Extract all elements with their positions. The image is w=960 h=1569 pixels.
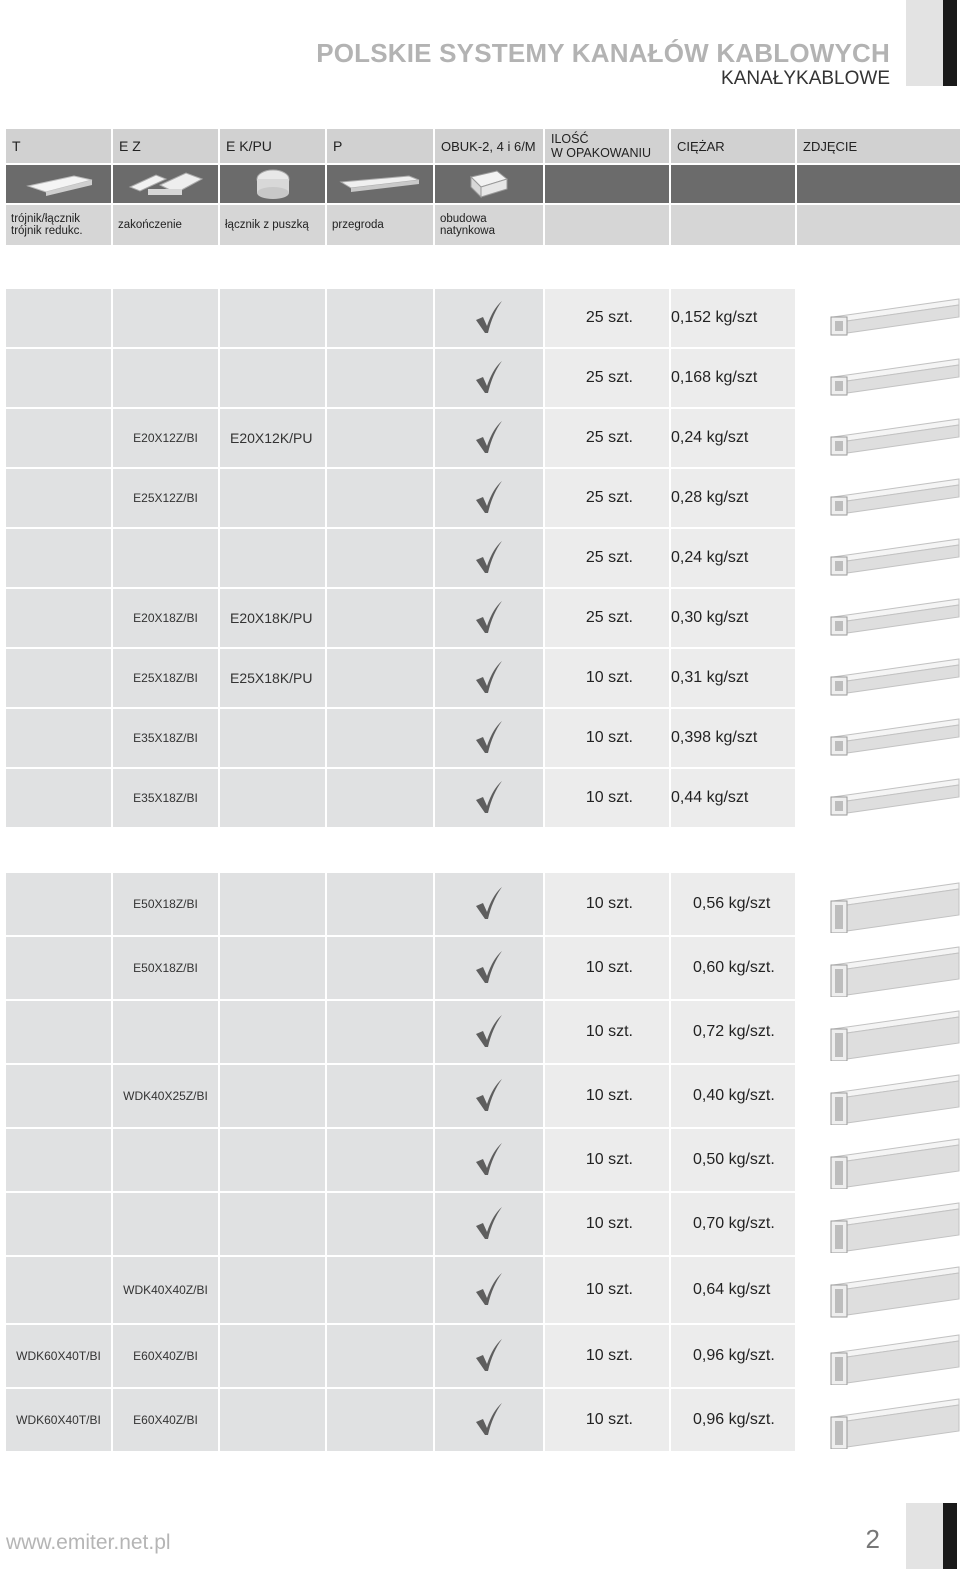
cell-photo <box>797 1065 960 1127</box>
cable-duct-image <box>811 1195 960 1253</box>
checkmark-icon <box>474 600 504 637</box>
cell-connector-code <box>220 1193 325 1255</box>
cell-quantity: 10 szt. <box>545 1325 669 1387</box>
cell-tee-code <box>6 1257 111 1323</box>
cell-end-cap-code: E60X40Z/BI <box>113 1325 218 1387</box>
cell-photo <box>797 589 960 647</box>
cell-end-cap-code <box>113 349 218 407</box>
cell-end-cap-code <box>113 529 218 587</box>
cell-tee-code <box>6 349 111 407</box>
cell-quantity: 10 szt. <box>545 1193 669 1255</box>
cell-end-cap-code <box>113 1193 218 1255</box>
cell-partition <box>327 937 433 999</box>
cable-duct-image <box>811 471 960 525</box>
cell-weight: 0,28 kg/szt <box>671 469 795 527</box>
cell-tee-code <box>6 709 111 767</box>
junction-box-connector-image <box>220 165 325 203</box>
desc-ez: zakończenie <box>113 205 218 245</box>
cell-partition <box>327 589 433 647</box>
checkmark-icon <box>474 660 504 697</box>
cell-weight: 0,70 kg/szt. <box>671 1193 795 1255</box>
top-corner-block <box>906 0 944 86</box>
cell-weight: 0,96 kg/szt. <box>671 1389 795 1451</box>
cable-duct-image <box>811 1391 960 1449</box>
cell-partition <box>327 1001 433 1063</box>
checkmark-icon <box>474 1014 504 1051</box>
cell-connector-code <box>220 873 325 935</box>
checkmark-icon <box>474 1078 504 1115</box>
table-row <box>6 1193 955 1255</box>
cell-obuk <box>435 1325 543 1387</box>
bottom-corner-block <box>906 1503 944 1569</box>
cell-quantity: 10 szt. <box>545 937 669 999</box>
cell-weight: 0,60 kg/szt. <box>671 937 795 999</box>
table-row <box>6 769 955 827</box>
desc-p: przegroda <box>327 205 433 245</box>
partition-image <box>327 165 433 203</box>
cell-weight: 0,31 kg/szt <box>671 649 795 707</box>
cell-tee-code <box>6 649 111 707</box>
cell-tee-code <box>6 937 111 999</box>
cable-duct-image <box>811 351 960 405</box>
checkmark-icon <box>474 360 504 397</box>
page-title: POLSKIE SYSTEMY KANAŁÓW KABLOWYCH <box>316 38 890 68</box>
cell-weight: 0,168 kg/szt <box>671 349 795 407</box>
cell-end-cap-code: E20X18Z/BI <box>113 589 218 647</box>
cell-weight: 0,72 kg/szt. <box>671 1001 795 1063</box>
checkmark-icon <box>474 1338 504 1375</box>
page-subtitle: KANAŁYKABLOWE <box>721 68 890 89</box>
col-header-t: T <box>6 129 111 163</box>
cell-quantity: 10 szt. <box>545 709 669 767</box>
cable-duct-image <box>811 411 960 465</box>
cell-obuk <box>435 769 543 827</box>
cable-duct-image <box>811 1327 960 1385</box>
cell-partition <box>327 649 433 707</box>
cell-quantity: 10 szt. <box>545 1129 669 1191</box>
cell-quantity: 25 szt. <box>545 289 669 347</box>
cell-obuk <box>435 529 543 587</box>
cable-duct-image <box>811 771 960 825</box>
table-header <box>6 129 955 245</box>
product-table-group-1 <box>6 289 955 829</box>
table-row <box>6 349 955 407</box>
checkmark-icon <box>474 720 504 757</box>
cell-connector-code <box>220 1325 325 1387</box>
cell-tee-code: WDK60X40T/BI <box>6 1325 111 1387</box>
cell-obuk <box>435 409 543 467</box>
desc-ek: łącznik z puszką <box>220 205 325 245</box>
cable-duct-image <box>811 939 960 997</box>
cell-connector-code <box>220 769 325 827</box>
cable-duct-image <box>811 651 960 705</box>
checkmark-icon <box>474 1142 504 1179</box>
cell-obuk <box>435 1193 543 1255</box>
table-row <box>6 649 955 707</box>
table-row <box>6 1389 955 1451</box>
cell-weight: 0,24 kg/szt <box>671 409 795 467</box>
table-row <box>6 1325 955 1387</box>
cell-partition <box>327 1257 433 1323</box>
checkmark-icon <box>474 1206 504 1243</box>
cell-tee-code <box>6 1001 111 1063</box>
surface-box-image <box>435 165 543 203</box>
desc-t <box>6 205 111 245</box>
cell-tee-code <box>6 529 111 587</box>
cell-photo <box>797 349 960 407</box>
cell-obuk <box>435 709 543 767</box>
cell-partition <box>327 1193 433 1255</box>
checkmark-icon <box>474 886 504 923</box>
cell-weight: 0,44 kg/szt <box>671 769 795 827</box>
cell-end-cap-code: E50X18Z/BI <box>113 873 218 935</box>
cable-duct-image <box>811 1067 960 1125</box>
header-labels-row <box>6 129 955 163</box>
cell-end-cap-code: E20X12Z/BI <box>113 409 218 467</box>
cell-photo <box>797 469 960 527</box>
cell-connector-code <box>220 1389 325 1451</box>
cell-quantity: 25 szt. <box>545 469 669 527</box>
desc-obuk: obudowa natynkowa <box>435 205 543 245</box>
table-row <box>6 409 955 467</box>
col-header-qty <box>545 129 669 163</box>
cell-end-cap-code: E50X18Z/BI <box>113 937 218 999</box>
cell-connector-code <box>220 1065 325 1127</box>
cell-quantity: 25 szt. <box>545 529 669 587</box>
desc-qty <box>545 205 669 245</box>
cell-tee-code <box>6 1065 111 1127</box>
cable-duct-image <box>811 531 960 585</box>
checkmark-icon <box>474 420 504 457</box>
top-corner-bar <box>943 0 957 86</box>
cell-end-cap-code: WDK40X25Z/BI <box>113 1065 218 1127</box>
cell-weight: 0,56 kg/szt <box>671 873 795 935</box>
cell-partition <box>327 349 433 407</box>
cell-tee-code <box>6 469 111 527</box>
cell-obuk <box>435 937 543 999</box>
cell-photo <box>797 1389 960 1451</box>
desc-weight <box>671 205 795 245</box>
cell-end-cap-code: WDK40X40Z/BI <box>113 1257 218 1323</box>
cell-quantity: 10 szt. <box>545 1065 669 1127</box>
cell-partition <box>327 1325 433 1387</box>
table-row <box>6 469 955 527</box>
cell-connector-code: E20X18K/PU <box>220 589 325 647</box>
checkmark-icon <box>474 540 504 577</box>
table-row <box>6 289 955 347</box>
cell-end-cap-code <box>113 289 218 347</box>
footer-website[interactable]: www.emiter.net.pl <box>6 1531 171 1554</box>
col-header-ez: E Z <box>113 129 218 163</box>
table-row <box>6 1065 955 1127</box>
cell-tee-code <box>6 289 111 347</box>
cell-connector-code <box>220 1129 325 1191</box>
cell-tee-code <box>6 769 111 827</box>
cell-end-cap-code: E60X40Z/BI <box>113 1389 218 1451</box>
checkmark-icon <box>474 300 504 337</box>
cell-connector-code <box>220 1257 325 1323</box>
cell-photo <box>797 1193 960 1255</box>
cell-weight: 0,40 kg/szt. <box>671 1065 795 1127</box>
header-empty-cell-photo <box>797 165 960 203</box>
cell-partition <box>327 289 433 347</box>
cable-duct-image <box>811 1131 960 1189</box>
cell-photo <box>797 937 960 999</box>
cell-tee-code <box>6 873 111 935</box>
cell-tee-code <box>6 1129 111 1191</box>
cell-quantity: 10 szt. <box>545 873 669 935</box>
checkmark-icon <box>474 480 504 517</box>
col-header-p: P <box>327 129 433 163</box>
cell-partition <box>327 409 433 467</box>
cell-connector-code <box>220 289 325 347</box>
cell-tee-code: WDK60X40T/BI <box>6 1389 111 1451</box>
cable-duct-image <box>811 591 960 645</box>
cell-obuk <box>435 1001 543 1063</box>
cell-obuk <box>435 349 543 407</box>
cell-quantity: 25 szt. <box>545 589 669 647</box>
col-header-photo: ZDJĘCIE <box>797 129 960 163</box>
product-table-group-2 <box>6 873 955 1453</box>
cell-partition <box>327 1065 433 1127</box>
cell-photo <box>797 873 960 935</box>
cable-duct-image <box>811 875 960 933</box>
cell-weight: 0,64 kg/szt <box>671 1257 795 1323</box>
cell-partition <box>327 709 433 767</box>
cell-connector-code: E25X18K/PU <box>220 649 325 707</box>
cell-photo <box>797 1001 960 1063</box>
cell-partition <box>327 873 433 935</box>
cell-photo <box>797 769 960 827</box>
table-row <box>6 1129 955 1191</box>
header-empty-cell-weight <box>671 165 795 203</box>
cell-obuk <box>435 589 543 647</box>
header-images-row <box>6 165 955 203</box>
page-number: 2 <box>865 1524 880 1554</box>
cell-weight: 0,398 kg/szt <box>671 709 795 767</box>
cell-tee-code <box>6 409 111 467</box>
cell-photo <box>797 289 960 347</box>
cell-partition <box>327 529 433 587</box>
cell-partition <box>327 469 433 527</box>
table-row <box>6 589 955 647</box>
bottom-corner-bar <box>943 1503 957 1569</box>
cell-partition <box>327 1129 433 1191</box>
cell-end-cap-code: E35X18Z/BI <box>113 709 218 767</box>
cell-quantity: 25 szt. <box>545 409 669 467</box>
desc-photo <box>797 205 960 245</box>
cell-obuk <box>435 289 543 347</box>
cell-photo <box>797 709 960 767</box>
cell-end-cap-code <box>113 1001 218 1063</box>
cell-weight: 0,50 kg/szt. <box>671 1129 795 1191</box>
cell-end-cap-code: E35X18Z/BI <box>113 769 218 827</box>
cell-obuk <box>435 469 543 527</box>
cell-obuk <box>435 1257 543 1323</box>
checkmark-icon <box>474 780 504 817</box>
tee-connector-image <box>6 165 111 203</box>
cell-partition <box>327 769 433 827</box>
cable-duct-image <box>811 291 960 345</box>
cell-quantity: 10 szt. <box>545 649 669 707</box>
cell-connector-code <box>220 529 325 587</box>
cell-connector-code: E20X12K/PU <box>220 409 325 467</box>
cell-photo <box>797 649 960 707</box>
table-row <box>6 873 955 935</box>
cell-weight: 0,96 kg/szt. <box>671 1325 795 1387</box>
cable-duct-image <box>811 1003 960 1061</box>
header-descriptions-row <box>6 205 955 245</box>
cell-connector-code <box>220 937 325 999</box>
cell-weight: 0,24 kg/szt <box>671 529 795 587</box>
cable-duct-image <box>811 1259 960 1321</box>
cell-weight: 0,30 kg/szt <box>671 589 795 647</box>
cable-duct-image <box>811 711 960 765</box>
cell-tee-code <box>6 1193 111 1255</box>
cell-quantity: 10 szt. <box>545 1257 669 1323</box>
col-header-qty-text: ILOŚĆ W OPAKOWANIU <box>551 132 651 160</box>
cell-quantity: 10 szt. <box>545 769 669 827</box>
cell-tee-code <box>6 589 111 647</box>
table-row <box>6 1257 955 1323</box>
cell-photo <box>797 1129 960 1191</box>
cell-obuk <box>435 1129 543 1191</box>
cell-obuk <box>435 649 543 707</box>
col-header-obuk: OBUK-2, 4 i 6/M <box>435 129 543 163</box>
cell-obuk <box>435 1389 543 1451</box>
cell-connector-code <box>220 349 325 407</box>
cell-connector-code <box>220 469 325 527</box>
cell-quantity: 25 szt. <box>545 349 669 407</box>
table-row <box>6 529 955 587</box>
header-empty-cell-qty <box>545 165 669 203</box>
cell-obuk <box>435 1065 543 1127</box>
cell-photo <box>797 1257 960 1323</box>
checkmark-icon <box>474 1272 504 1309</box>
table-row <box>6 1001 955 1063</box>
cell-obuk <box>435 873 543 935</box>
table-row <box>6 937 955 999</box>
cell-photo <box>797 1325 960 1387</box>
cell-end-cap-code: E25X18Z/BI <box>113 649 218 707</box>
end-cap-image <box>113 165 218 203</box>
table-row <box>6 709 955 767</box>
cell-photo <box>797 529 960 587</box>
col-header-ek: E K/PU <box>220 129 325 163</box>
cell-photo <box>797 409 960 467</box>
cell-connector-code <box>220 709 325 767</box>
cell-connector-code <box>220 1001 325 1063</box>
cell-end-cap-code <box>113 1129 218 1191</box>
col-header-weight: CIĘŻAR <box>671 129 795 163</box>
cell-quantity: 10 szt. <box>545 1001 669 1063</box>
checkmark-icon <box>474 1402 504 1439</box>
cell-end-cap-code: E25X12Z/BI <box>113 469 218 527</box>
cell-quantity: 10 szt. <box>545 1389 669 1451</box>
checkmark-icon <box>474 950 504 987</box>
cell-weight: 0,152 kg/szt <box>671 289 795 347</box>
desc-t-text: trójnik/łącznik trójnik redukc. <box>11 213 83 237</box>
cell-partition <box>327 1389 433 1451</box>
